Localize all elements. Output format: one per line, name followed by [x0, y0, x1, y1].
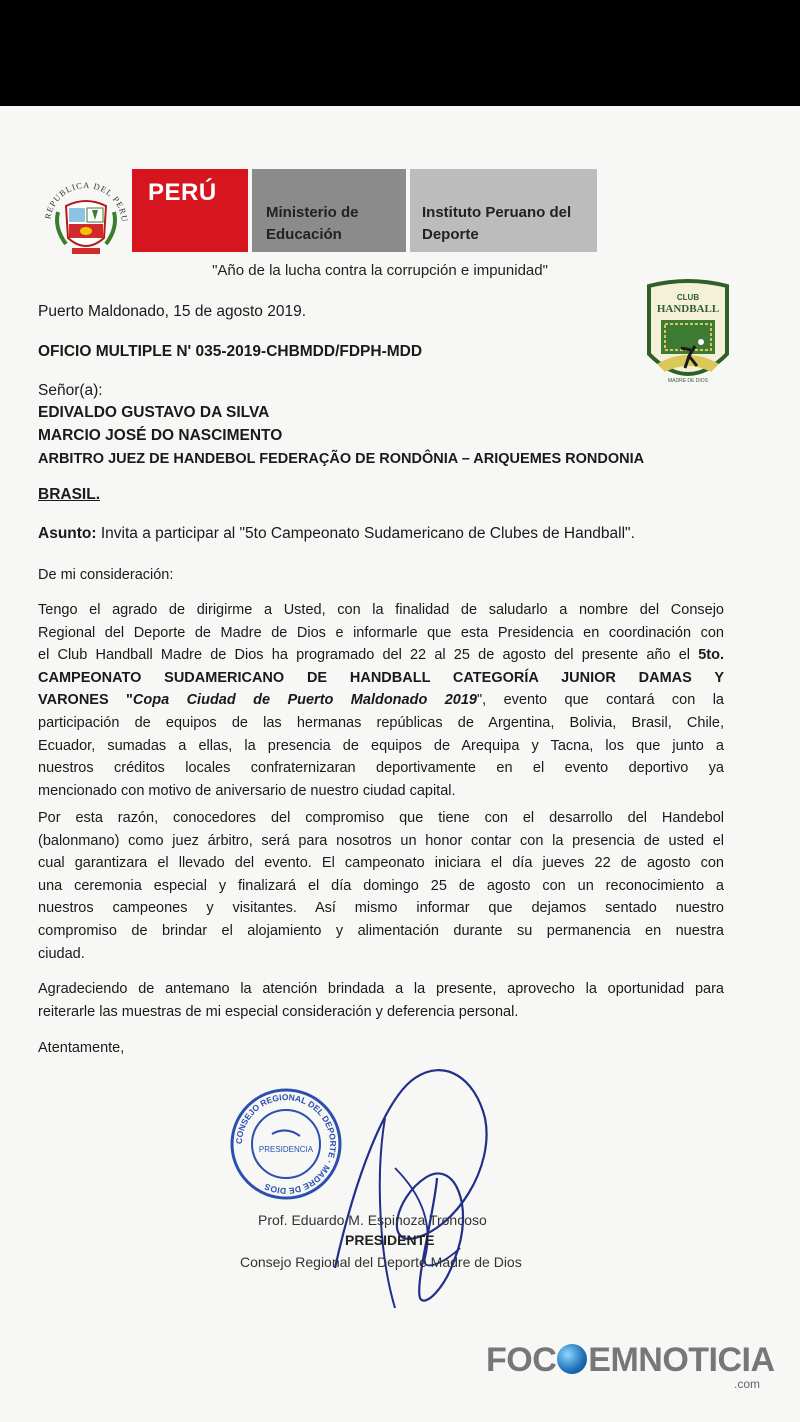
paragraph-3	[38, 978, 724, 1023]
paragraph-2	[38, 807, 724, 965]
signer-title: PRESIDENTE	[345, 1232, 435, 1248]
recipient-country: BRASIL.	[38, 486, 100, 503]
p1-line: CAMPEONATO SUDAMERICANO DE HANDBALL CATEGORÍA JUNIOR DAMAS Y	[38, 669, 724, 686]
greeting: De mi consideración:	[38, 567, 174, 583]
document-page	[0, 106, 800, 1422]
ministerio-label: Ministerio de Educación	[266, 204, 359, 243]
p1-line: participación de equipos de las hermanas repúblicas de Argentina, Bolivia, Brasil, Chile,	[38, 714, 724, 731]
svg-text:REPUBLICA DEL PERU: REPUBLICA DEL PERU	[42, 179, 131, 223]
signer-name: Prof. Eduardo M. Espinoza Troncoso	[258, 1212, 487, 1228]
club-logo-line2: HANDBALL	[656, 303, 720, 315]
recipient-1: EDIVALDO GUSTAVO DA SILVA	[38, 404, 270, 421]
peru-brand-box	[132, 169, 248, 252]
watermark-right: EMNOTICIA	[588, 1341, 775, 1379]
club-logo-line1: CLUB	[676, 293, 700, 302]
p1-line: nuestros créditos locales confraternizaran deportivamente en el evento deportivo ya	[38, 760, 724, 777]
handwritten-signature	[325, 1058, 515, 1318]
p2-line: ciudad.	[38, 945, 85, 962]
p1-line: Tengo el agrado de dirigirme a Usted, con la finalidad de saludarlo a nombre del Consejo	[38, 602, 724, 618]
p2-line: una ceremonia especial y finalizará el día domingo 25 de agosto con un reconocimiento a	[38, 877, 724, 894]
globe-icon	[557, 1344, 587, 1374]
stamp-center-text: PRESIDENCIA	[258, 1145, 314, 1154]
club-handball-logo	[645, 276, 731, 398]
p1-line: Regional del Deporte de Madre de Dios e informarle que esta Presidencia en coordinación con	[38, 624, 724, 641]
place-date: Puerto Maldonado, 15 de agosto 2019.	[38, 303, 307, 320]
peru-coat-of-arms-icon	[36, 166, 136, 266]
subject-text: Invita a participar al "5to Campeonato Sudamericano de Clubes de Handball".	[96, 525, 635, 542]
recipient-2: MARCIO JOSÉ DO NASCIMENTO	[38, 427, 283, 444]
p2-line: (balonmano) como juez árbitro, será para nosotros un honor contar con la presencia de usted el	[38, 832, 724, 849]
p2-line: cual garantizara el llevado del evento. El campeonato iniciara el día jueves 22 de agosto con	[38, 855, 724, 872]
watermark-domain: .com	[734, 1377, 761, 1391]
salutation: Señor(a):	[38, 382, 103, 399]
p1-line: VARONES "Copa Ciudad de Puerto Maldonado 2019", evento que contará con la	[38, 692, 724, 709]
p3-line: reiterarle las muestras de mi especial consideración y deferencia personal.	[38, 1003, 519, 1020]
subject-line	[38, 525, 635, 543]
paragraph-1	[38, 599, 724, 802]
oficio-number: OFICIO MULTIPLE N' 035-2019-CHBMDD/FDPH-MDD	[38, 343, 423, 360]
p2-line: Por esta razón, conocedores del compromiso que tiene con el desarrollo del Handebol	[38, 810, 724, 826]
watermark-left: FOC	[486, 1341, 557, 1379]
svg-text:CONSEJO REGIONAL DEL DEPORTE ·: CONSEJO REGIONAL DEL DEPORTE · MADRE DE DIOS	[233, 1091, 339, 1197]
year-motto: "Año de la lucha contra la corrupción e impunidad"	[212, 262, 548, 279]
p2-line: nuestros campeones y visitantes. Así mismo informar que dejamos sentado nuestro	[38, 900, 724, 917]
p3-line: Agradeciendo de antemano la atención brindada a la presente, aprovecho la oportunidad para	[38, 981, 724, 997]
p1-line: el Club Handball Madre de Dios ha programado del 22 al 25 de agosto del presente año el 5to.	[38, 647, 724, 664]
instituto-label: Instituto Peruano del Deporte	[422, 204, 572, 243]
recipient-role: ARBITRO JUEZ DE HANDEBOL FEDERAÇÃO DE RONDÔNIA – ARIQUEMES RONDONIA	[38, 451, 645, 467]
watermark-logo	[486, 1341, 775, 1380]
p2-line: compromiso de brindar el alojamiento y alimentación durante su permanencia en nuestra	[38, 922, 724, 939]
club-logo-line3: MADRE DE DIOS	[667, 378, 709, 384]
subject-label: Asunto:	[38, 525, 97, 542]
closing: Atentamente,	[38, 1040, 125, 1056]
p1-line: mencionado con motivo de aniversario de nuestro ciudad capital.	[38, 782, 456, 799]
ministerio-box	[252, 169, 406, 252]
p1-line: Ecuador, sumadas a ellas, la presencia de equipos de Arequipa y Tacna, los que junto a	[38, 737, 724, 754]
signer-organization: Consejo Regional del Deporte Madre de Dios	[240, 1254, 522, 1270]
peru-label: PERÚ	[148, 179, 217, 206]
instituto-box	[410, 169, 597, 252]
